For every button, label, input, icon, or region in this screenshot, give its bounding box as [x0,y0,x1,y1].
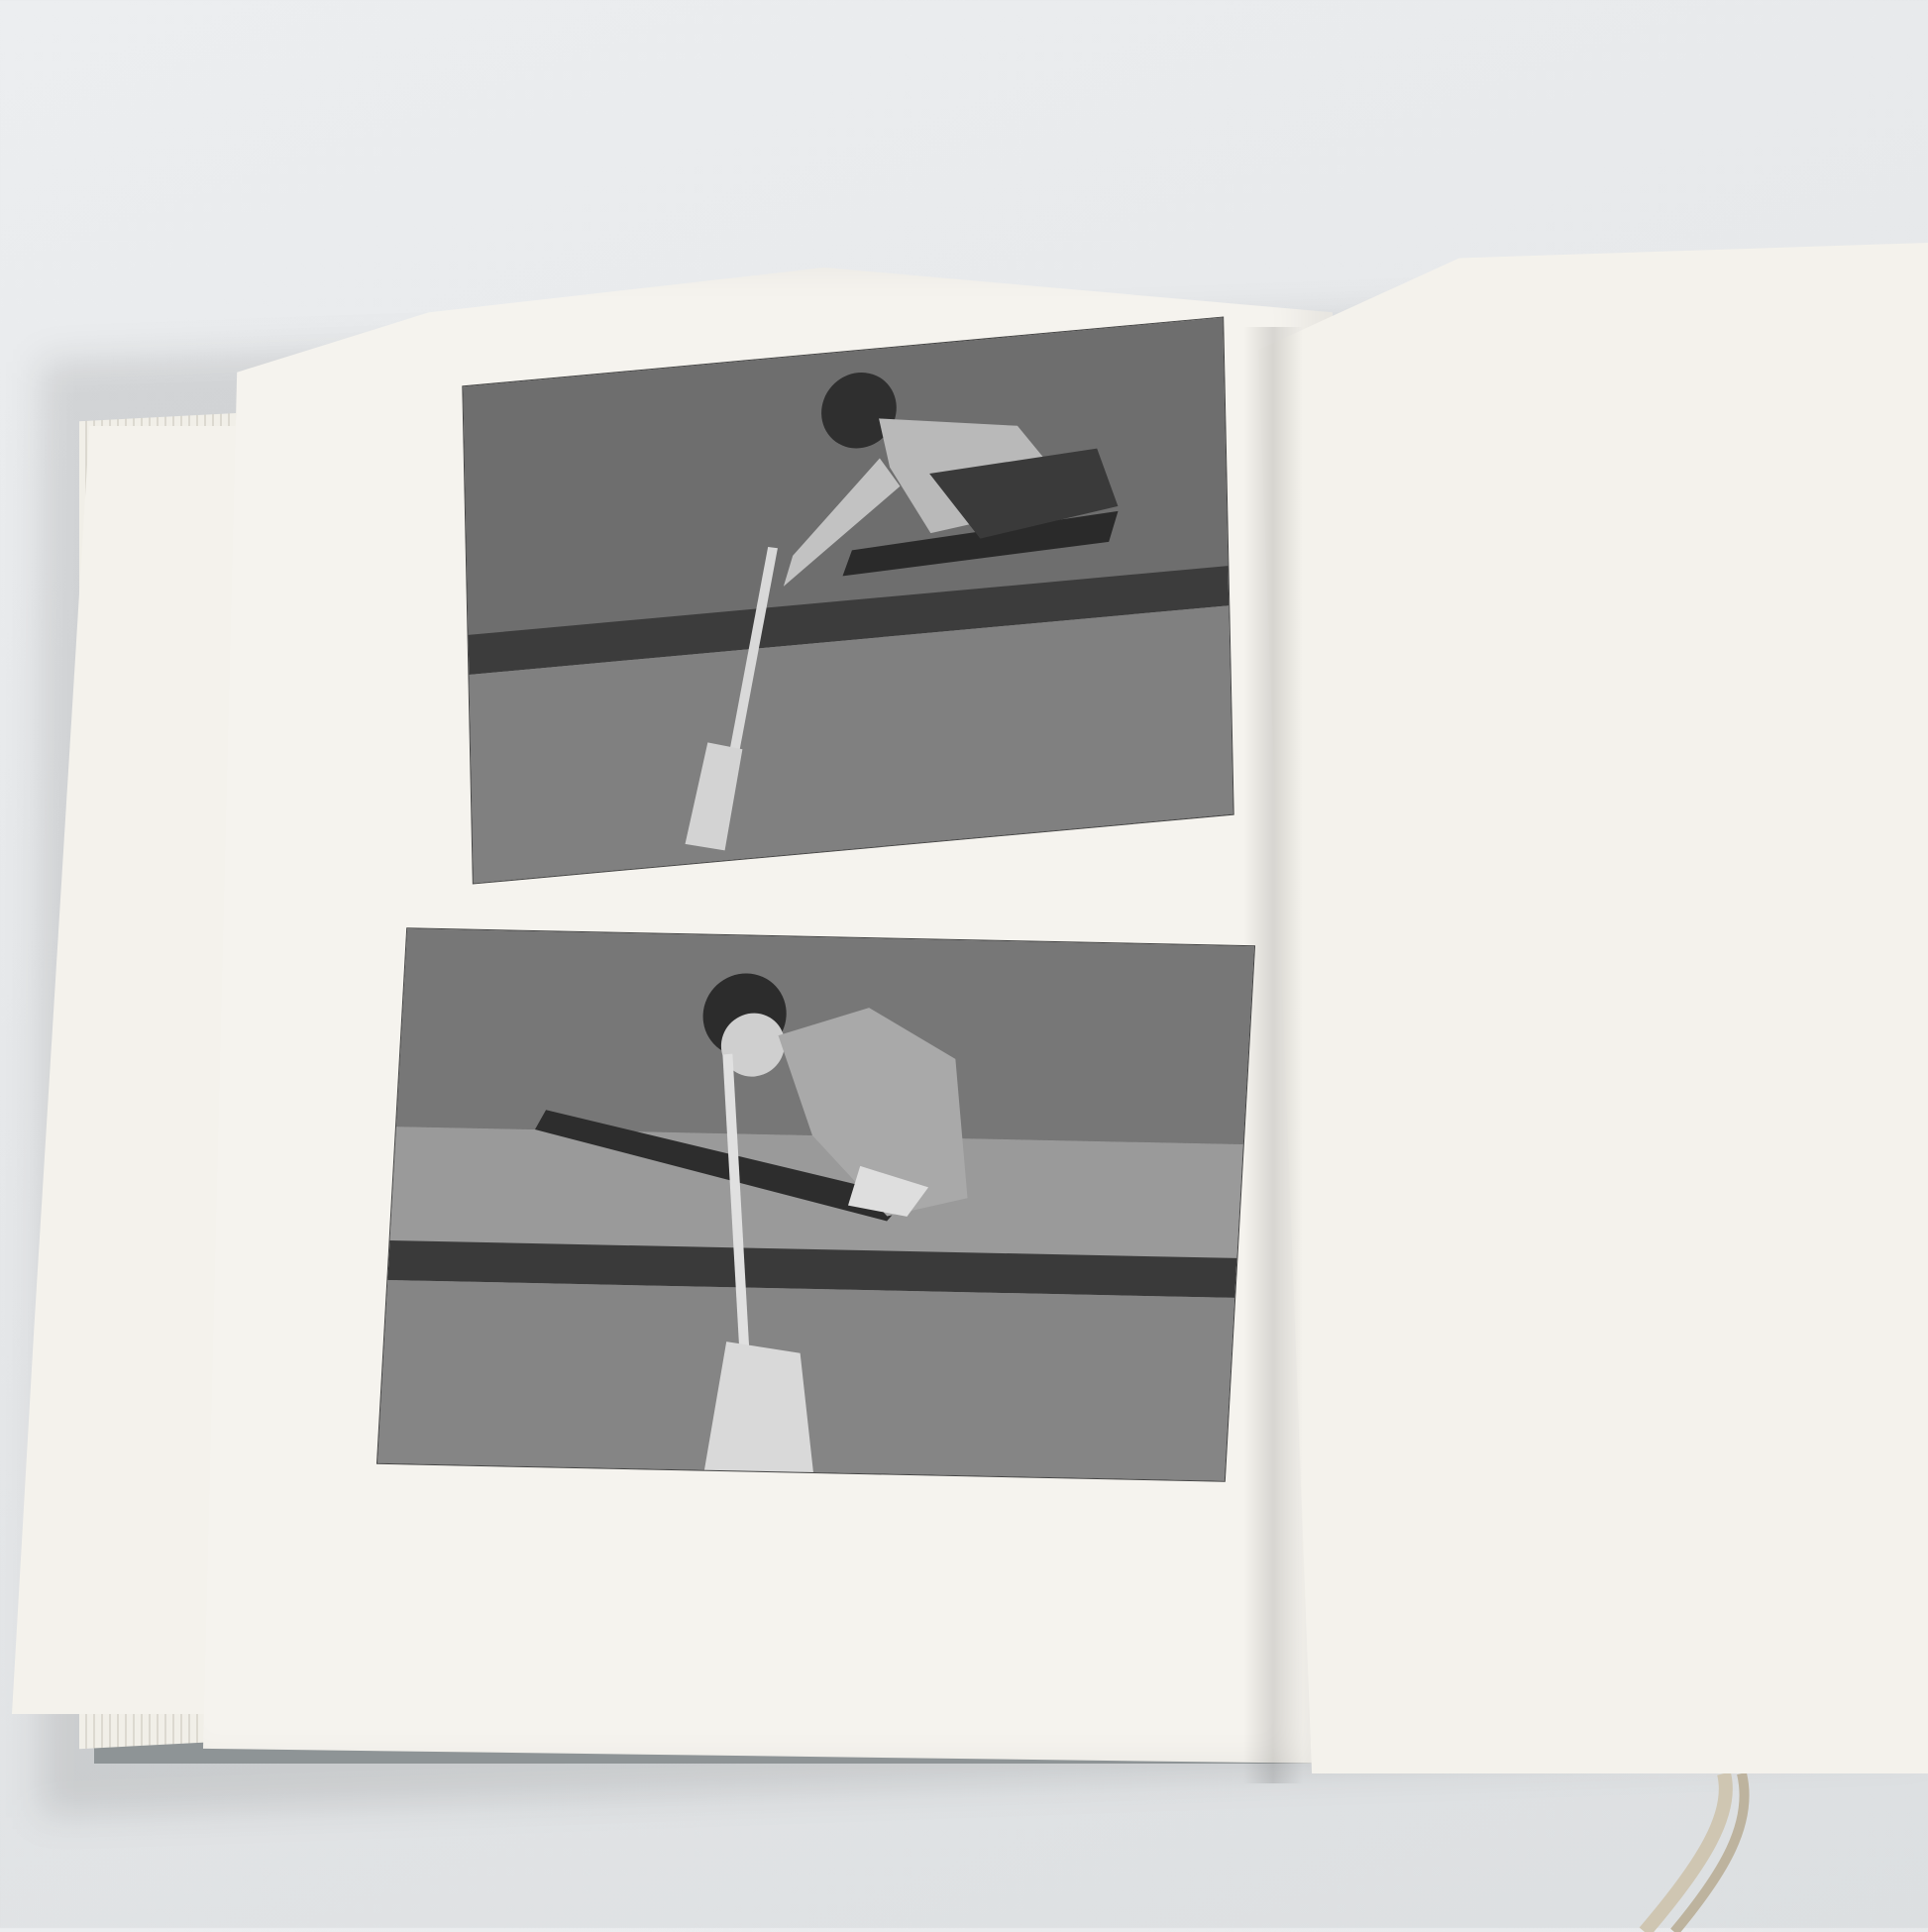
photo-kayak-seating [376,927,1255,1481]
ribbon-bookmark [1585,1773,1843,1932]
book-gutter [1243,327,1303,1783]
kayaker-seating-illustration [377,928,1254,1480]
right-page [1258,243,1928,1773]
kayaker-boarding-illustration [463,318,1232,884]
photo-kayak-boarding [462,316,1233,884]
